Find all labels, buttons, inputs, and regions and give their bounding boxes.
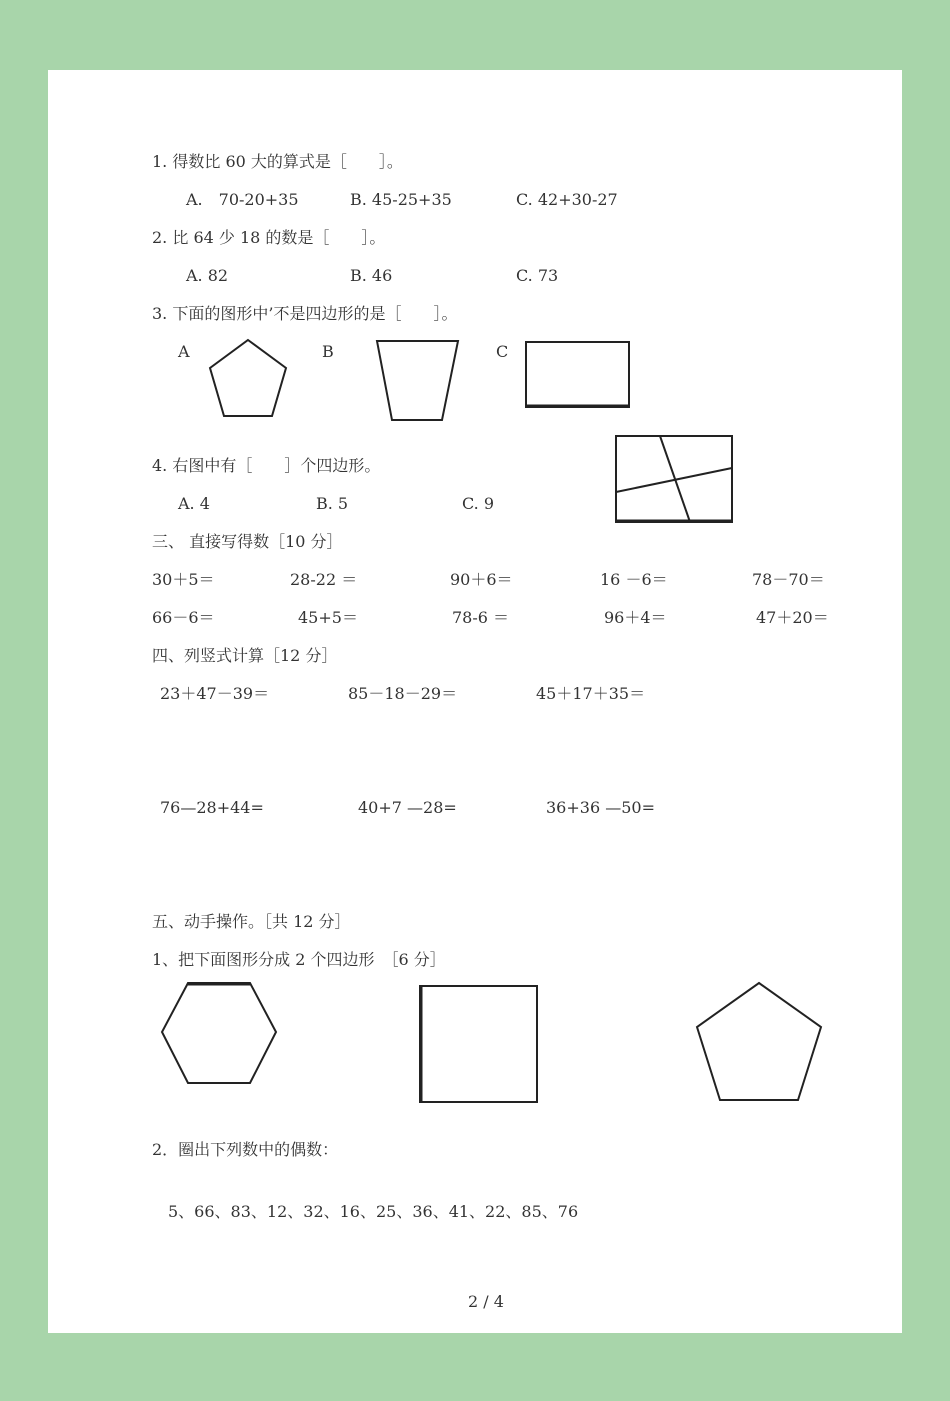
q3-stem: 3. 下面的图形中’不是四边形的是［ ］。	[152, 304, 458, 323]
q2-stem: 2. 比 64 少 18 的数是［ ］。	[152, 228, 386, 247]
quadrilateral-count-figure	[614, 434, 736, 526]
q1-option-b: B. 45-25+35	[350, 190, 452, 209]
calc-item: 28-22 ＝	[290, 570, 358, 589]
calc-item: 78－70＝	[752, 570, 825, 589]
q3-label-b: B	[322, 342, 334, 361]
calc-item: 66－6＝	[152, 608, 215, 627]
page-number: 2 / 4	[468, 1292, 504, 1311]
pentagon-figure-large	[694, 980, 824, 1104]
even-number-list: 5、66、83、12、32、16、25、36、41、22、85、76	[168, 1202, 579, 1221]
q4-option-a: A. 4	[178, 494, 210, 513]
vertical-calc-item: 36+36 —50=	[546, 798, 655, 817]
calc-item: 96＋4＝	[604, 608, 667, 627]
calc-item: 16 －6＝	[600, 570, 668, 589]
calc-item: 47＋20＝	[756, 608, 829, 627]
trapezoid-figure	[374, 338, 462, 424]
q4-option-c: C. 9	[462, 494, 495, 513]
q3-label-c: C	[496, 342, 509, 361]
hexagon-figure	[158, 980, 280, 1086]
vertical-calc-item: 85－18－29＝	[348, 684, 458, 703]
square-figure	[418, 984, 540, 1104]
q4-stem: 4. 右图中有［ ］个四边形。	[152, 456, 381, 475]
q2-option-c: C. 73	[516, 266, 559, 285]
section4-title: 四、列竖式计算［12 分］	[152, 646, 338, 665]
q1-option-a: A. 70-20+35	[186, 190, 299, 209]
vertical-calc-item: 76—28+44=	[160, 798, 264, 817]
section5-q2: 2．圈出下列数中的偶数：	[152, 1140, 339, 1159]
vertical-calc-item: 45＋17＋35＝	[536, 684, 646, 703]
calc-item: 78-6 ＝	[452, 608, 510, 627]
q2-option-b: B. 46	[350, 266, 393, 285]
q1-option-c: C. 42+30-27	[516, 190, 618, 209]
calc-item: 90＋6＝	[450, 570, 513, 589]
vertical-calc-item: 23＋47－39＝	[160, 684, 270, 703]
pentagon-figure	[206, 338, 290, 420]
section5-q1: 1、把下面图形分成 2 个四边形 ［6 分］	[152, 950, 446, 969]
section5-title: 五、动手操作。［共 12 分］	[152, 912, 351, 931]
q1-stem: 1. 得数比 60 大的算式是［ ］。	[152, 152, 403, 171]
calc-item: 45+5＝	[298, 608, 358, 627]
rectangle-figure	[524, 340, 632, 410]
q4-option-b: B. 5	[316, 494, 349, 513]
q2-option-a: A. 82	[186, 266, 229, 285]
calc-item: 30＋5＝	[152, 570, 215, 589]
vertical-calc-item: 40+7 —28=	[358, 798, 457, 817]
worksheet-page	[48, 70, 902, 1333]
section3-title: 三、 直接写得数［10 分］	[152, 532, 343, 551]
q3-label-a: A	[178, 342, 190, 361]
